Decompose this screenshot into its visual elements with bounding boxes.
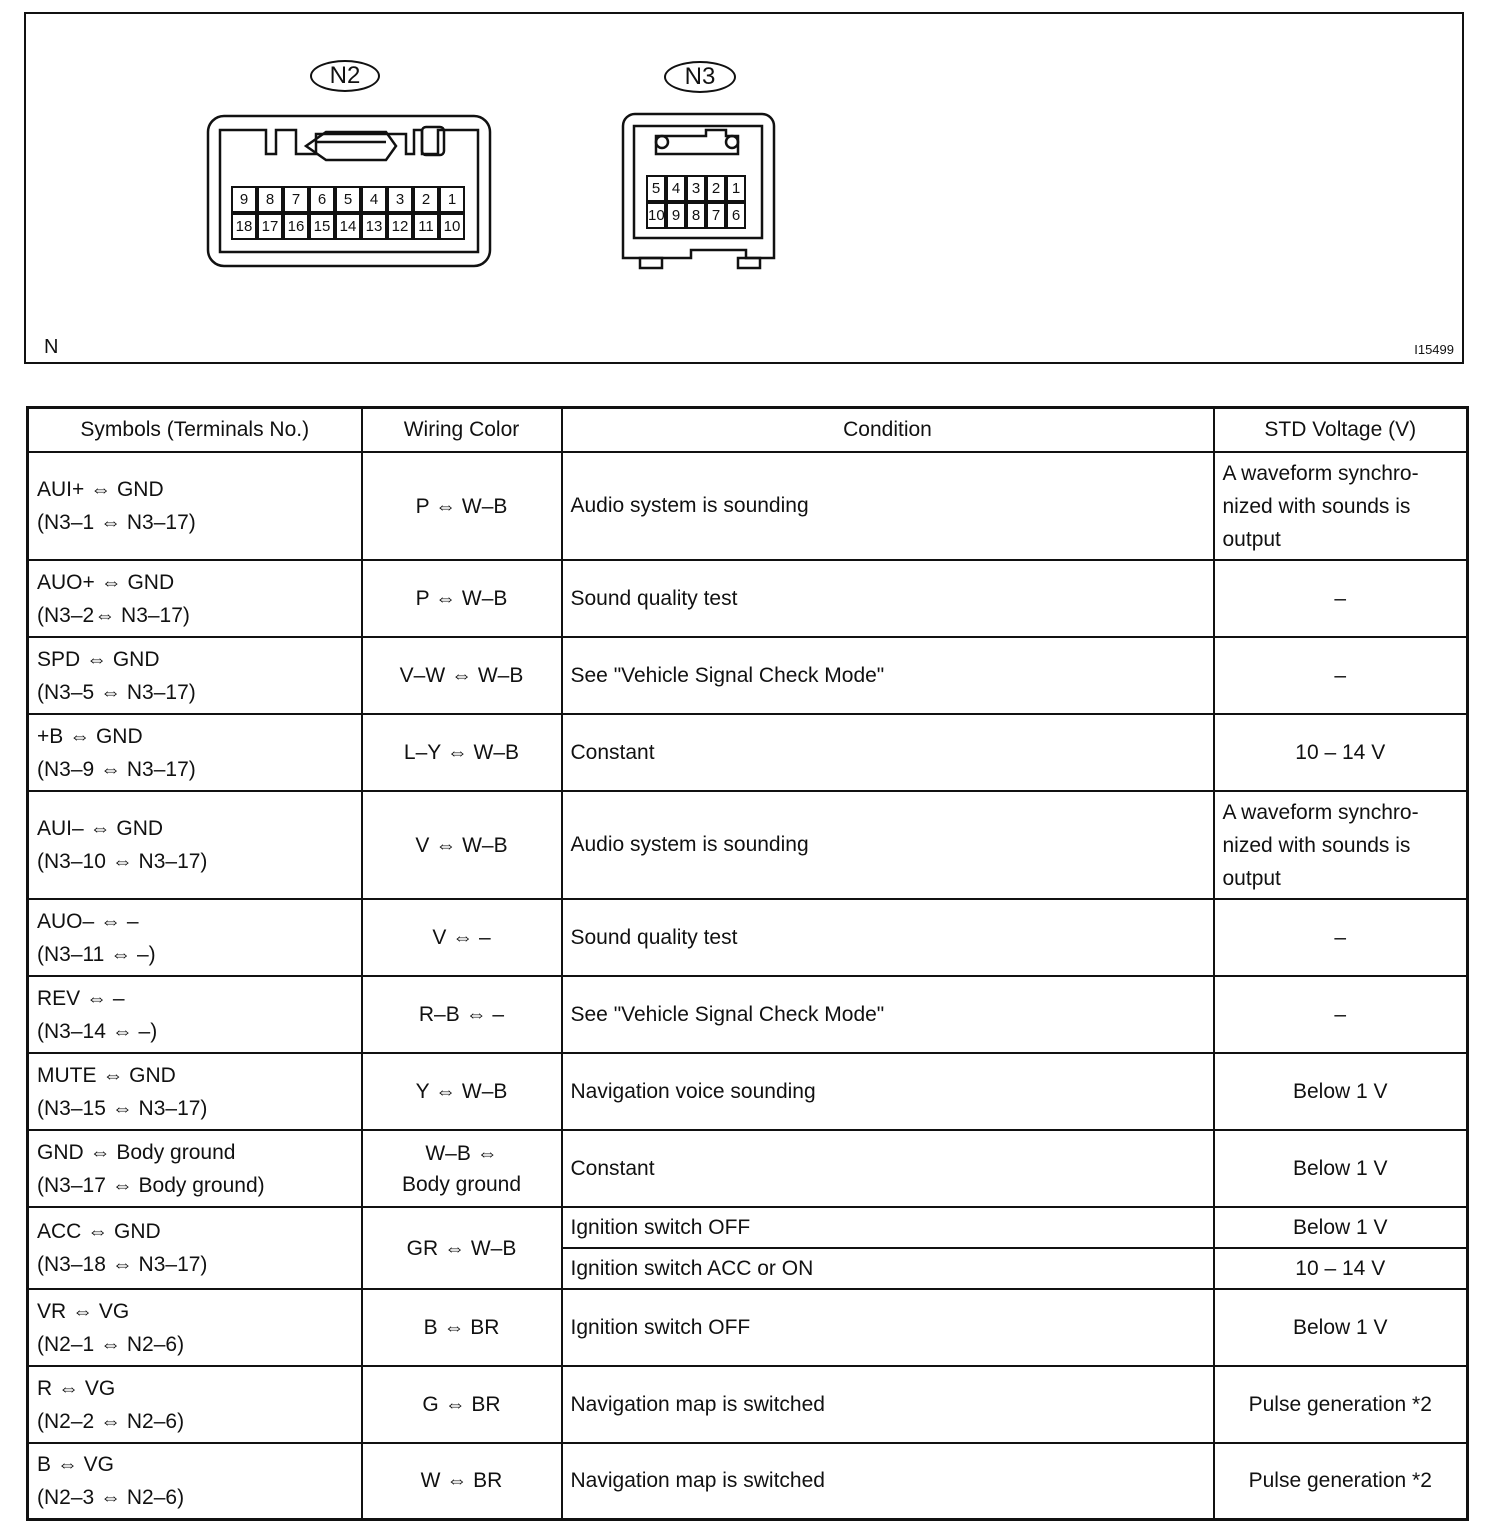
condition-cell: Ignition switch ACC or ON xyxy=(562,1248,1214,1289)
table-row xyxy=(28,791,1468,899)
n2-pin: 15 xyxy=(309,213,335,240)
n3-pin: 4 xyxy=(666,175,686,202)
n2-pin: 2 xyxy=(413,186,439,213)
n2-pin: 14 xyxy=(335,213,361,240)
wiring-cell: Y ⇔ W–B xyxy=(362,1053,562,1130)
n2-pin: 10 xyxy=(439,213,465,240)
section-letter: N xyxy=(44,336,59,358)
n3-pin: 3 xyxy=(686,175,706,202)
condition-cell: See "Vehicle Signal Check Mode" xyxy=(562,976,1214,1053)
symbol-cell: MUTE ⇔ GND (N3–15 ⇔ N3–17) xyxy=(28,1053,362,1130)
condition-cell: Audio system is sounding xyxy=(562,452,1214,560)
voltage-cell: – xyxy=(1214,560,1468,637)
n3-pin: 9 xyxy=(666,202,686,229)
n2-latch xyxy=(306,132,396,160)
wiring-cell: GR ⇔ W–B xyxy=(362,1207,562,1289)
table-row xyxy=(28,1366,1468,1443)
wiring-cell: V ⇔ W–B xyxy=(362,791,562,899)
condition-cell: Constant xyxy=(562,714,1214,791)
voltage-cell: – xyxy=(1214,899,1468,976)
n2-pin: 3 xyxy=(387,186,413,213)
condition-cell: Navigation map is switched xyxy=(562,1443,1214,1519)
voltage-cell: Pulse generation *2 xyxy=(1214,1366,1468,1443)
symbol-cell: GND ⇔ Body ground (N3–17 ⇔ Body ground) xyxy=(28,1130,362,1207)
n3-pin: 8 xyxy=(686,202,706,229)
n3-pin: 1 xyxy=(726,175,746,202)
table-row xyxy=(28,1207,1468,1248)
symbol-cell: REV ⇔ – (N3–14 ⇔ –) xyxy=(28,976,362,1053)
n2-pin: 13 xyxy=(361,213,387,240)
table-row xyxy=(28,976,1468,1053)
wiring-cell: W–B ⇔ Body ground xyxy=(362,1130,562,1207)
n2-pin: 17 xyxy=(257,213,283,240)
n2-pin: 4 xyxy=(361,186,387,213)
voltage-cell: Below 1 V xyxy=(1214,1289,1468,1366)
header-condition: Condition xyxy=(562,408,1214,453)
header-symbols: Symbols (Terminals No.) xyxy=(28,408,362,453)
condition-cell: Navigation voice sounding xyxy=(562,1053,1214,1130)
wiring-cell: V ⇔ – xyxy=(362,899,562,976)
condition-cell: See "Vehicle Signal Check Mode" xyxy=(562,637,1214,714)
table-row xyxy=(28,899,1468,976)
header-wiring-color: Wiring Color xyxy=(362,408,562,453)
table-row xyxy=(28,560,1468,637)
n2-pin: 11 xyxy=(413,213,439,240)
symbol-cell: AUO+ ⇔ GND (N3–2⇔ N3–17) xyxy=(28,560,362,637)
figure-id: I15499 xyxy=(1414,342,1454,357)
voltage-cell: 10 – 14 V xyxy=(1214,1248,1468,1289)
table-row xyxy=(28,714,1468,791)
condition-cell: Sound quality test xyxy=(562,560,1214,637)
condition-cell: Constant xyxy=(562,1130,1214,1207)
table-row xyxy=(28,1289,1468,1366)
voltage-cell: Pulse generation *2 xyxy=(1214,1443,1468,1519)
voltage-cell: A waveform synchro- nized with sounds is output xyxy=(1214,452,1468,560)
n2-pin: 5 xyxy=(335,186,361,213)
table-row xyxy=(28,1443,1468,1519)
voltage-cell: A waveform synchro- nized with sounds is output xyxy=(1214,791,1468,899)
n2-connector-label: N2 xyxy=(310,60,380,92)
table-row xyxy=(28,1130,1468,1207)
n3-pin: 10 xyxy=(646,202,666,229)
wiring-cell: G ⇔ BR xyxy=(362,1366,562,1443)
n2-pin: 12 xyxy=(387,213,413,240)
table-row xyxy=(28,637,1468,714)
connector-diagram xyxy=(24,12,1464,364)
n3-pin: 6 xyxy=(726,202,746,229)
n3-connector-label: N3 xyxy=(664,61,736,93)
n2-pin: 9 xyxy=(231,186,257,213)
condition-cell: Ignition switch OFF xyxy=(562,1289,1214,1366)
symbol-cell: AUO– ⇔ – (N3–11 ⇔ –) xyxy=(28,899,362,976)
voltage-cell: Below 1 V xyxy=(1214,1207,1468,1248)
symbol-cell: SPD ⇔ GND (N3–5 ⇔ N3–17) xyxy=(28,637,362,714)
symbol-cell: +B ⇔ GND (N3–9 ⇔ N3–17) xyxy=(28,714,362,791)
n2-pin: 1 xyxy=(439,186,465,213)
n2-pin: 18 xyxy=(231,213,257,240)
symbol-cell: AUI+ ⇔ GND (N3–1 ⇔ N3–17) xyxy=(28,452,362,560)
table-row xyxy=(28,1053,1468,1130)
table-header-row xyxy=(28,408,1468,453)
condition-cell: Sound quality test xyxy=(562,899,1214,976)
terminal-spec-table xyxy=(26,406,1469,1521)
symbol-cell: ACC ⇔ GND (N3–18 ⇔ N3–17) xyxy=(28,1207,362,1289)
voltage-cell: – xyxy=(1214,637,1468,714)
voltage-cell: Below 1 V xyxy=(1214,1053,1468,1130)
n3-pin: 2 xyxy=(706,175,726,202)
table-row xyxy=(28,452,1468,560)
symbol-cell: VR ⇔ VG (N2–1 ⇔ N2–6) xyxy=(28,1289,362,1366)
wiring-cell: R–B ⇔ – xyxy=(362,976,562,1053)
condition-cell: Ignition switch OFF xyxy=(562,1207,1214,1248)
condition-cell: Navigation map is switched xyxy=(562,1366,1214,1443)
symbol-cell: B ⇔ VG (N2–3 ⇔ N2–6) xyxy=(28,1443,362,1519)
wiring-cell: P ⇔ W–B xyxy=(362,452,562,560)
n2-pin: 16 xyxy=(283,213,309,240)
wiring-cell: P ⇔ W–B xyxy=(362,560,562,637)
voltage-cell: – xyxy=(1214,976,1468,1053)
voltage-cell: 10 – 14 V xyxy=(1214,714,1468,791)
n3-pin: 5 xyxy=(646,175,666,202)
wiring-cell: W ⇔ BR xyxy=(362,1443,562,1519)
n2-pin: 7 xyxy=(283,186,309,213)
voltage-cell: Below 1 V xyxy=(1214,1130,1468,1207)
n2-pin: 6 xyxy=(309,186,335,213)
wiring-cell: V–W ⇔ W–B xyxy=(362,637,562,714)
wiring-cell: L–Y ⇔ W–B xyxy=(362,714,562,791)
header-std-voltage: STD Voltage (V) xyxy=(1214,408,1468,453)
symbol-cell: R ⇔ VG (N2–2 ⇔ N2–6) xyxy=(28,1366,362,1443)
condition-cell: Audio system is sounding xyxy=(562,791,1214,899)
wiring-cell: B ⇔ BR xyxy=(362,1289,562,1366)
n2-pin: 8 xyxy=(257,186,283,213)
n3-pin: 7 xyxy=(706,202,726,229)
symbol-cell: AUI– ⇔ GND (N3–10 ⇔ N3–17) xyxy=(28,791,362,899)
